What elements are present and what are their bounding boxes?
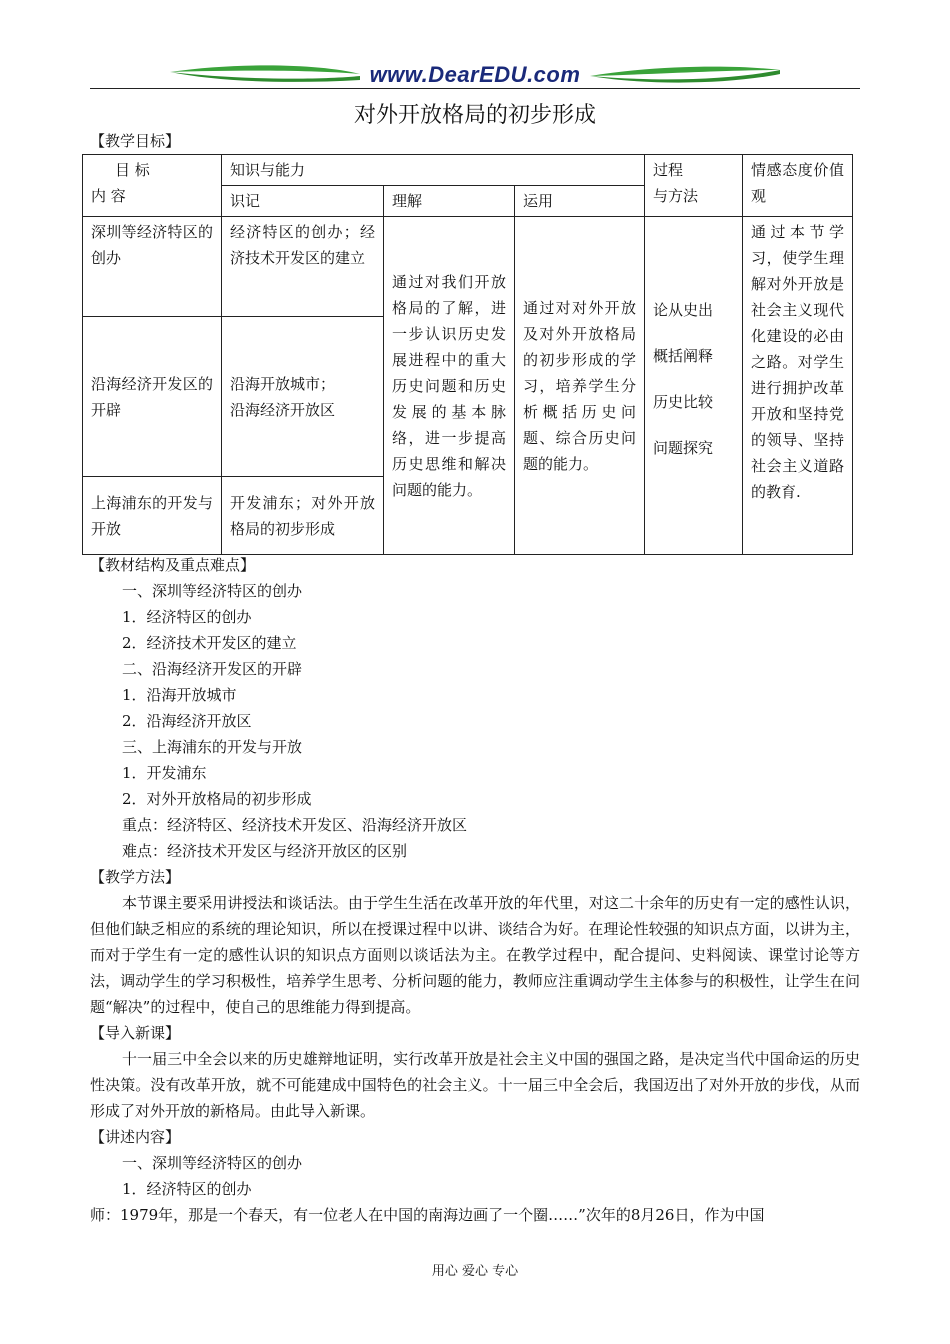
header-target-content — [83, 155, 222, 217]
method-item: 历史比较 — [653, 392, 714, 411]
emotion-cell: 通过本节学习，使学生理解对外开放是社会主义现代化建设的必由之路。对学生进行拥护改革开放和坚持党的领导、坚持社会主义道路的教育. — [743, 217, 853, 555]
section-heading-intro: 【导入新课】 — [90, 1024, 181, 1042]
method-item: 论从史出 — [653, 300, 714, 319]
method-item: 问题探究 — [653, 438, 714, 457]
structure-item: 1．沿海开放城市 — [122, 686, 237, 704]
header-knowledge: 知识与能力 — [222, 155, 645, 186]
subheader-apply: 运用 — [515, 186, 645, 217]
structure-item: 2．沿海经济开放区 — [122, 712, 252, 730]
header-content: 内 容 — [91, 187, 126, 205]
goals-table — [82, 154, 853, 555]
row-content-1: 深圳等经济特区的创办 — [83, 217, 222, 317]
section-heading-method: 【教学方法】 — [90, 868, 181, 886]
apply-cell: 通过对对外开放及对外开放格局的初步形成的学习，培养学生分析概括历史问题、综合历史问题的能力。 — [515, 217, 645, 555]
method-item: 概括阐释 — [653, 346, 714, 365]
intro-paragraph: 十一届三中全会以来的历史雄辩地证明，实行改革开放是社会主义中国的强国之路，是决定当代中国命运的历史性决策。没有改革开放，就不可能建成中国特色的社会主义。十一届三中全会后，我国迈出了对外开放的步伐，从而形成了对外开放的新格局。由此导入新课。 — [90, 1050, 860, 1120]
method-paragraph: 本节课主要采用讲授法和谈话法。由于学生生活在改革开放的年代里，对这二十余年的历史有一定的感性认识，但他们缺乏相应的系统的理论知识，所以在授课过程中以讲、谈结合为好。在理论性较强的知识点方面，以讲为主，而对于学生有一定的感性认识的知识点方面则以谈话法为主。在教学过程中，配合提问、史料阅读、课堂讨论等方法，调动学生的学习积极性，培养学生思考、分析问题的能力，教师应注重调动学生主体参与的积极性，让学生在问题“解决”的过程中，使自己的思维能力得到提高。 — [90, 894, 860, 1016]
section-heading-lecture: 【讲述内容】 — [90, 1128, 181, 1146]
header-divider — [90, 88, 860, 89]
header-emotion: 情感态度价值观 — [743, 155, 853, 217]
structure-item: 2．经济技术开发区的建立 — [122, 634, 297, 652]
section-heading-goals: 【教学目标】 — [90, 132, 181, 150]
site-logo[interactable]: www.DearEDU.com — [369, 62, 581, 87]
header-process: 过程 与方法 — [645, 155, 743, 217]
row-memory-3: 开发浦东；对外开放格局的初步形成 — [222, 477, 384, 555]
row-memory-1: 经济特区的创办；经济技术开发区的建立 — [222, 217, 384, 317]
row-content-2: 沿海经济开发区的开辟 — [83, 317, 222, 477]
page-footer: 用心 爱心 专心 — [431, 1264, 519, 1279]
lecture-item: 1．经济特区的创办 — [122, 1180, 252, 1198]
row-content-3: 上海浦东的开发与开放 — [83, 477, 222, 555]
structure-item: 二、沿海经济开发区的开辟 — [122, 660, 303, 678]
methods-cell — [645, 217, 743, 555]
structure-item: 1．经济特区的创办 — [122, 608, 252, 626]
header-banner — [90, 58, 860, 90]
structure-item: 三、上海浦东的开发与开放 — [122, 738, 303, 756]
lecture-paragraph: 师：1979年，那是一个春天，有一位老人在中国的南海边画了一个圈……”次年的8月26日，作为中国 — [90, 1206, 765, 1224]
key-points: 重点：经济特区、经济技术开发区、沿海经济开放区 — [122, 816, 468, 834]
difficult-points: 难点：经济技术开发区与经济开放区的区别 — [122, 842, 408, 860]
lecture-item: 一、深圳等经济特区的创办 — [122, 1154, 303, 1172]
structure-item: 一、深圳等经济特区的创办 — [122, 582, 303, 600]
page-title: 对外开放格局的初步形成 — [353, 103, 596, 128]
row-memory-2: 沿海开放城市； 沿海经济开放区 — [222, 317, 384, 477]
subheader-memory: 识记 — [222, 186, 384, 217]
understand-cell: 通过对我们开放格局的了解，进一步认识历史发展进程中的重大历史问题和历史发展的基本脉络，进一步提高历史思维和解决问题的能力。 — [384, 217, 515, 555]
subheader-understand: 理解 — [384, 186, 515, 217]
structure-item: 2．对外开放格局的初步形成 — [122, 790, 312, 808]
section-heading-structure: 【教材结构及重点难点】 — [90, 556, 256, 574]
structure-item: 1．开发浦东 — [122, 764, 207, 782]
header-target: 目 标 — [115, 161, 150, 179]
main-body — [90, 552, 860, 1228]
